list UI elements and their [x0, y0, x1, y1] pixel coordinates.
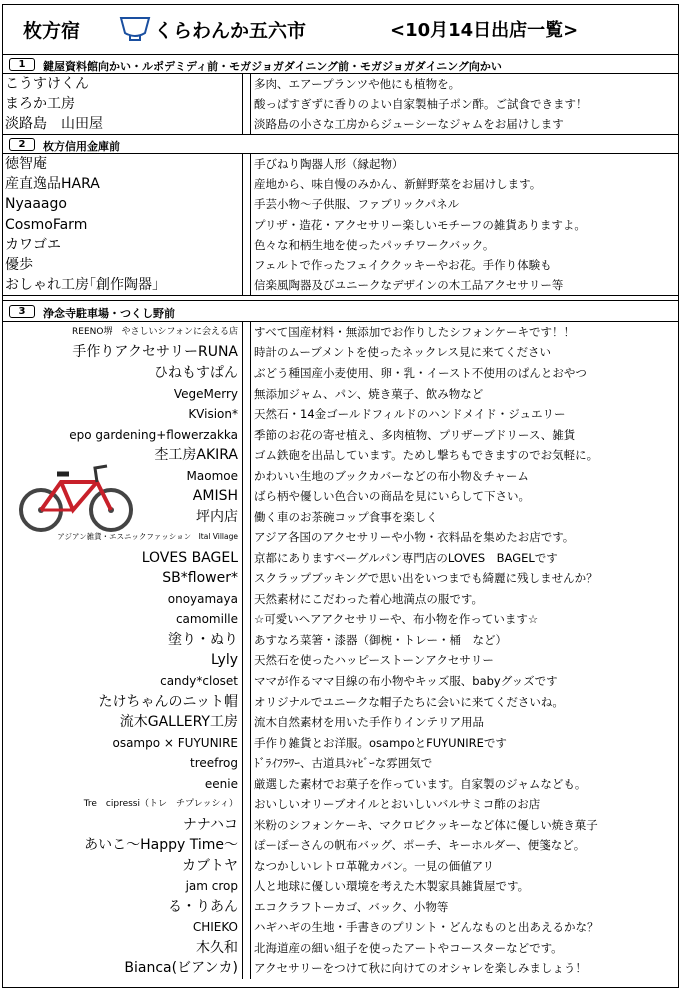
vendor-desc: あすなろ菜箸・漆器（御椀・トレー・桶 など） — [254, 632, 507, 647]
table-row — [3, 589, 678, 610]
table-row — [3, 938, 678, 959]
vendor-desc: かわいい生地のブックカバーなどの布小物＆チャーム — [254, 468, 529, 483]
section-3-header — [3, 300, 678, 322]
vendor-desc: 手芸小物～子供服、ファブリックパネル — [254, 197, 460, 212]
section-3-table — [3, 322, 678, 979]
vendor-name: Bianca(ビアンカ) — [3, 958, 243, 979]
vendor-desc: ゴム鉄砲を出品しています。ためし撃ちもできますのでお気軽に。 — [254, 448, 599, 463]
table-row — [3, 733, 678, 754]
vendor-desc: 人と地球に優しい環境を考えた木製家具雑貨屋です。 — [254, 879, 530, 894]
vendor-name: Nyaaago — [3, 194, 243, 214]
vendor-desc: 米粉のシフォンケーキ、マクロビクッキーなど体に優しい焼き菓子 — [254, 817, 598, 832]
vendor-desc: 流木自然素材を用いた手作りインテリア用品 — [254, 715, 484, 730]
vendor-name: Lyly — [3, 650, 243, 671]
table-row — [3, 794, 678, 815]
vendor-name: VegeMerry — [3, 384, 243, 405]
vendor-desc: ﾄﾞﾗｲﾌﾗﾜｰ、古道具ｼｬﾋﾞｰな雰囲気で — [254, 756, 433, 771]
vendor-desc: 産地から、味自慢のみかん、新鮮野菜をお届けします。 — [254, 177, 542, 192]
vendor-desc: 天然石を使ったハッピーストーンアクセサリー — [254, 653, 494, 668]
vendor-desc: 北海道産の細い組子を使ったアートやコースターなどです。 — [254, 940, 563, 955]
vendor-desc: ぶどう種国産小麦使用、卵・乳・イースト不使用のぱんとおやつ — [254, 366, 587, 380]
vendor-desc: 季節のお花の寄せ植え、多肉植物、プリザーブドリース、雑貨 — [254, 427, 576, 442]
section-label: 枚方信用金庫前 — [43, 140, 120, 154]
vendor-name: る・りあん — [3, 897, 243, 918]
vendor-name: LOVES BAGEL — [3, 548, 243, 569]
header — [3, 5, 678, 55]
vendor-desc: 無添加ジャム、パン、焼き菓子、飲み物など — [254, 386, 484, 401]
vendor-desc: アクセサリーをつけて秋に向けてのオシャレを楽しみましょう！ — [254, 961, 587, 976]
table-row — [3, 835, 678, 856]
vendor-name: REENO堺 やさしいシフォンに会える店 — [3, 322, 243, 343]
section-2-header — [3, 135, 678, 154]
vendor-desc: フェルトで作ったフェイククッキーやお花。手作り体験も — [254, 257, 552, 272]
vendor-desc: ばら柄や優しい色合いの商品を見にいらして下さい。 — [254, 489, 530, 504]
table-row — [3, 114, 678, 134]
vendor-name: osampo × FUYUNIRE — [3, 733, 243, 754]
section-1-header — [3, 55, 678, 74]
vendor-name: 淡路島 山田屋 — [3, 114, 243, 134]
table-row — [3, 630, 678, 651]
table-row — [3, 174, 678, 194]
vendor-desc: 時計のムーブメントを使ったネックレス見に来てください — [254, 345, 552, 360]
vendor-name: eenie — [3, 774, 243, 795]
vendor-desc: 京都にありますベーグルパン専門店のLOVES BAGELです — [254, 550, 558, 565]
table-row — [3, 255, 678, 275]
vendor-desc: スクラップブッキングで思い出をいつまでも綺麗に残しませんか？ — [254, 571, 598, 586]
header-title: くらわんか五六市 — [154, 20, 307, 42]
vendor-desc: オリジナルでユニークな帽子たちに会いに来てくださいね。 — [254, 694, 564, 709]
vendor-desc: 淡路島の小さな工房からジューシーなジャムをお届けします — [254, 117, 564, 132]
vendor-desc: 手びねり陶器人形（縁起物） — [254, 157, 404, 172]
table-row — [3, 235, 678, 255]
section-2-table — [3, 154, 678, 296]
table-row — [3, 322, 678, 343]
bowl-icon — [118, 13, 152, 43]
vendor-name: 杢工房AKIRA — [3, 445, 243, 466]
page — [2, 4, 679, 988]
table-row — [3, 215, 678, 235]
vendor-desc: なつかしいレトロ革靴カバン。一見の価値アリ — [254, 858, 495, 873]
section-1-table — [3, 74, 678, 135]
table-row — [3, 712, 678, 733]
vendor-name: AMISH — [3, 486, 243, 507]
bicycle-icon — [17, 462, 137, 534]
vendor-name: Maomoe — [3, 466, 243, 487]
vendor-name: candy*closet — [3, 671, 243, 692]
header-city: 枚方宿 — [23, 20, 81, 42]
vendor-name: おしゃれ工房｢創作陶器｣ — [3, 275, 243, 295]
vendor-name: 木久和 — [3, 938, 243, 959]
vendor-name: カワゴエ — [3, 235, 243, 255]
vendor-desc: 多肉、エアープランツや他にも植物を。 — [254, 77, 461, 91]
table-row — [3, 425, 678, 446]
table-row — [3, 94, 678, 114]
section-label: 浄念寺駐車場・つくし野前 — [43, 306, 175, 320]
table-row — [3, 876, 678, 897]
table-row — [3, 897, 678, 918]
vendor-name: アジアン雑貨・エスニックファッション Ital Village — [3, 527, 243, 548]
vendor-name: CHIEKO — [3, 917, 243, 938]
vendor-desc: 酸っぱすぎずに香りのよい自家製柚子ポン酢。ご試食できます！ — [254, 97, 588, 112]
vendor-name: CosmoFarm — [3, 215, 243, 235]
vendor-desc: ☆可愛いヘアアクセサリーや、布小物を作っています☆ — [254, 612, 539, 627]
table-row — [3, 568, 678, 589]
vendor-name: ナナハコ — [3, 815, 243, 836]
table-row — [3, 671, 678, 692]
section-number: 1 — [9, 58, 35, 71]
table-row — [3, 650, 678, 671]
vendor-desc: 天然石・14金ゴールドフィルドのハンドメイド・ジュエリー — [254, 407, 566, 422]
vendor-name: こうすけくん — [3, 74, 243, 94]
header-date: <10月14日出店一覧> — [390, 20, 579, 41]
vendor-desc: 手作り雑貨とお洋服。osampoとFUYUNIREです — [254, 735, 507, 750]
vendor-name: まろか工房 — [3, 94, 243, 114]
vendor-desc: ママが作るママ目線の布小物やキッズ服、babyグッズです — [254, 673, 558, 688]
table-row — [3, 958, 678, 979]
section-number: 3 — [9, 305, 35, 318]
vendor-name: あいこ～Happy Time～ — [3, 835, 243, 856]
vendor-name: ひねもすぱん — [3, 363, 243, 384]
vendor-name: Tre cipressi（トレ チプレッシィ） — [3, 794, 243, 815]
table-row — [3, 917, 678, 938]
vendor-name: 産直逸品HARA — [3, 174, 243, 194]
vendor-desc: アジア各国のアクセサリーや小物・衣料品を集めたお店です。 — [254, 530, 575, 545]
table-row — [3, 404, 678, 425]
vendor-desc: 働く車のお茶碗コップ食事を楽しく — [254, 509, 438, 524]
vendor-name: カブトヤ — [3, 856, 243, 877]
vendor-desc: ぽーぽーさんの帆布バッグ、ポーチ、キーホルダー、便箋など。 — [254, 838, 586, 853]
vendor-name: SB*flower* — [3, 568, 243, 589]
vendor-name: 手作りアクセサリーRUNA — [3, 342, 243, 363]
table-row — [3, 774, 678, 795]
vendor-desc: 厳選した素材でお菓子を作っています。自家製のジャムなども。 — [254, 776, 587, 791]
table-row — [3, 548, 678, 569]
vendor-name: epo gardening+flowerzakka — [3, 425, 243, 446]
section-label: 鍵屋資料館向かい・ルポデミディ前・モガジョガダイニング前・モガジョガダイニング向かい — [43, 60, 502, 73]
vendor-desc: プリザ・造花・アクセサリー楽しいモチーフの雑貨ありますよ。 — [254, 217, 586, 232]
table-row — [3, 74, 678, 94]
vendor-desc: 信楽風陶器及びユニークなデザインの木工品アクセサリー等 — [254, 277, 564, 292]
vendor-name: jam crop — [3, 876, 243, 897]
table-row — [3, 856, 678, 877]
vendor-desc: すべて国産材料・無添加でお作りしたシフォンケーキです！！ — [254, 324, 575, 339]
vendor-desc: 色々な和柄生地を使ったパッチワークバック。 — [254, 237, 495, 252]
vendor-name: 優歩 — [3, 255, 243, 275]
vendor-name: 流木GALLERY工房 — [3, 712, 243, 733]
section-number: 2 — [9, 138, 35, 151]
table-row — [3, 363, 678, 384]
table-row — [3, 342, 678, 363]
table-row — [3, 275, 678, 295]
table-row — [3, 815, 678, 836]
vendor-desc: ハギハギの生地・手書きのプリント・どんなものと出あえるかな？ — [254, 920, 599, 935]
table-row — [3, 154, 678, 174]
vendor-name: たけちゃんのニット帽 — [3, 692, 243, 713]
table-row — [3, 609, 678, 630]
vendor-name: 坪内店 — [3, 507, 243, 528]
vendor-desc: おいしいオリーブオイルとおいしいバルサミコ酢のお店 — [254, 797, 541, 812]
vendor-name: 塗り・ぬり — [3, 630, 243, 651]
table-row — [3, 194, 678, 214]
vendor-name: KVision* — [3, 404, 243, 425]
table-row — [3, 384, 678, 405]
vendor-desc: エコクラフトーカゴ、バック、小物等 — [254, 899, 449, 914]
vendor-name: 徳智庵 — [3, 154, 243, 174]
table-row — [3, 753, 678, 774]
vendor-name: onoyamaya — [3, 589, 243, 610]
table-row — [3, 692, 678, 713]
vendor-name: treefrog — [3, 753, 243, 774]
vendor-desc: 天然素材にこだわった着心地満点の服です。 — [254, 591, 483, 606]
vendor-name: camomille — [3, 609, 243, 630]
